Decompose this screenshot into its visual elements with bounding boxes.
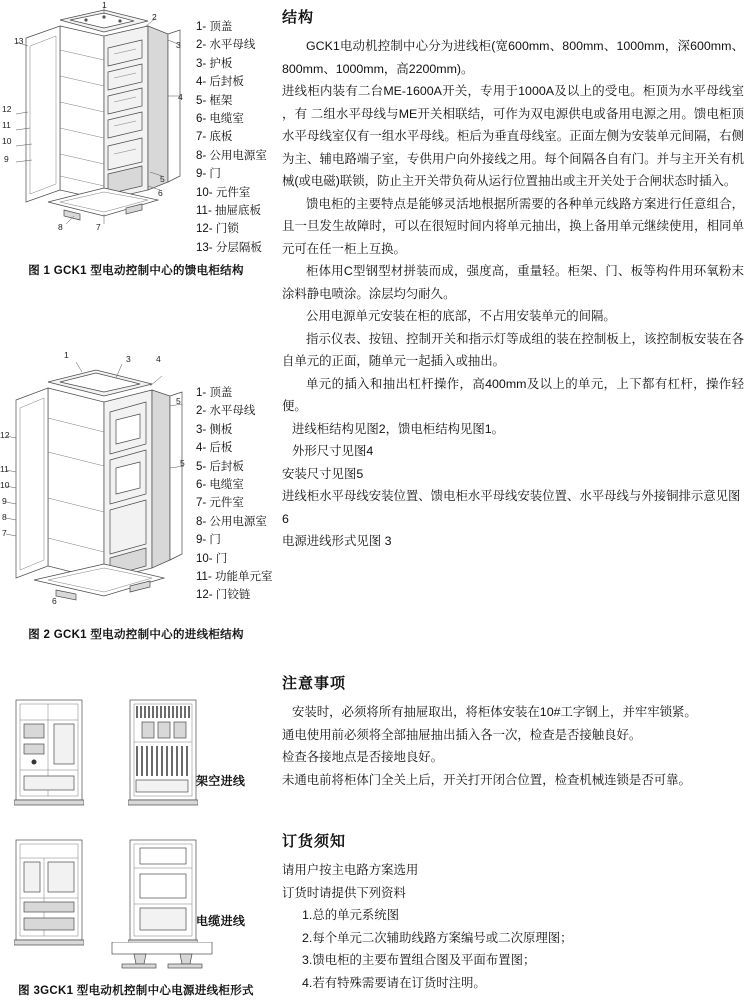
section-order <box>282 830 744 994</box>
figure-3-cabinet-a2 <box>128 698 198 808</box>
figure-1-callout: 2 <box>152 12 157 22</box>
structure-ref: 进线柜水平母线安装位置、馈电柜水平母线安装位置、水平母线与外接铜排示意见图6 <box>282 489 741 526</box>
figure-1-callout: 10 <box>2 136 12 146</box>
legend-item: 2- 水平母线 <box>196 39 256 52</box>
figure-2-callout: 8 <box>2 512 7 522</box>
section-order-title: 订货须知 <box>282 833 347 850</box>
figure-2-callout: 9 <box>2 496 7 506</box>
figure-2-callout: 5 <box>176 396 181 406</box>
notes-line: 未通电前将柜体门全关上后，开关打开闭合位置，检查机械连锁是否可靠。 <box>282 772 691 787</box>
legend-item: 13- 分层隔板 <box>196 241 262 254</box>
figure-2-callout: 12 <box>0 430 10 440</box>
figure-2-callout: 6 <box>52 596 57 606</box>
structure-ref: 电源进线形式见图 3 <box>282 534 392 548</box>
figure-1-callout: 9 <box>4 154 9 164</box>
figure-3-cabinet-b1 <box>14 838 84 948</box>
figure-1-drawing <box>8 4 188 254</box>
right-column <box>282 0 750 1002</box>
order-item: 3.馈电柜的主要布置组合图及平面布置图； <box>302 953 536 967</box>
structure-paragraph: 公用电源单元安装在柜的底部，不占用安装单元的间隔。 <box>306 309 616 323</box>
figure-3-cabinet-a1 <box>14 698 84 808</box>
figure-3-base <box>106 942 218 970</box>
figure-2-legend <box>196 384 272 605</box>
structure-paragraph: 柜体用C型钢型材拼装而成，强度高，重量轻。柜架、门、板等构件用环氧粉末涂料静电喷涂。涂层均匀耐久。 <box>282 264 744 301</box>
figure-1-callout: 8 <box>58 222 63 232</box>
figure-1-callout: 5 <box>160 174 165 184</box>
structure-paragraph: GCK1电动机控制中心分为进线柜(宽600mm、800mm、1000mm，深600mm、800mm、1000mm，高2200mm)。 <box>282 39 744 76</box>
legend-item: 11- 抽屉底板 <box>196 205 261 218</box>
figure-2-callout: 3 <box>126 354 131 364</box>
structure-ref: 安装尺寸见图5 <box>282 466 364 481</box>
legend-item: 4- 后板 <box>196 442 233 455</box>
order-item: 4.若有特殊需要请在订货时注明。 <box>302 975 486 990</box>
figure-3-cabinet-b2 <box>128 838 198 948</box>
legend-item: 10- 元件室 <box>196 186 251 199</box>
legend-item: 8- 公用电源室 <box>196 149 267 162</box>
order-item: 2.每个单元二次辅助线路方案编号或二次原理图； <box>302 930 573 945</box>
section-structure <box>282 6 744 553</box>
figure-1-callout: 7 <box>96 222 101 232</box>
order-line: 请用户按主电路方案选用 <box>282 863 419 877</box>
section-notes <box>282 672 744 791</box>
figure-2-callout: 5 <box>180 458 185 468</box>
legend-item: 4- 后封板 <box>196 76 244 89</box>
legend-item: 5- 框架 <box>196 94 233 107</box>
legend-item: 8- 公用电源室 <box>196 515 267 528</box>
figure-1-callout: 11 <box>2 120 11 130</box>
order-line: 订货时请提供下列资料 <box>282 885 406 900</box>
legend-item: 5- 后封板 <box>196 460 244 473</box>
section-notes-title: 注意事项 <box>282 675 347 692</box>
structure-paragraph: 进线柜内装有二台ME-1600A开关，专用于1000A及以上的受电。柜顶为水平母线室 ，有 二组水平母线与ME开关相联结，可作为双电源供电或备用电源之用。馈电柜顶水平母线室仅有一组水平母线。柜后为垂直母线室。正面左侧为安装单元间隔，右侧为主、辅电路端子室，专供用户向外接线之用。每个间隔各自有门。并与主开关有机械(或电磁)联锁，防止主开关带负荷从运行位置抽出或主开关处于合闸状态时插入。 <box>282 84 744 188</box>
figure-3-label-cable: 电缆进线 <box>196 914 246 928</box>
notes-line: 安装时，必须将所有抽屉取出，将柜体安装在10#工字钢上，并牢牢锁紧。 <box>292 705 697 719</box>
structure-ref: 进线柜结构见图2，馈电柜结构见图1。 <box>292 421 505 436</box>
structure-paragraph: 指示仪表、按钮、控制开关和指示灯等成组的装在控制板上，该控制板安装在各自单元的正面，随单元一起插入或抽出。 <box>282 331 744 368</box>
figure-1 <box>0 0 272 284</box>
figure-3-label-overhead: 架空进线 <box>196 774 246 788</box>
figure-2-callout: 11 <box>0 464 9 474</box>
figure-1-callout: 3 <box>176 40 181 50</box>
figure-1-legend <box>196 18 267 257</box>
figure-1-callout: 4 <box>178 92 183 102</box>
notes-line: 检查各接地点是否接地良好。 <box>282 750 444 764</box>
figure-2-drawing <box>4 348 189 618</box>
legend-item: 12- 门铰链 <box>196 589 251 602</box>
legend-item: 1- 顶盖 <box>196 21 233 33</box>
legend-item: 2- 水平母线 <box>196 405 256 418</box>
figure-2-callout: 10 <box>0 480 10 490</box>
figure-2 <box>0 348 272 648</box>
figure-1-caption: 图 1 GCK1 型电动控制中心的馈电柜结构 <box>28 265 244 277</box>
figure-2-callout: 4 <box>156 354 161 364</box>
legend-item: 12- 门锁 <box>196 223 239 236</box>
legend-item: 7- 元件室 <box>196 497 244 510</box>
legend-item: 11- 功能单元室 <box>196 571 273 584</box>
notes-line: 通电使用前必须将全部抽屉抽出插入各一次，检查是否接触良好。 <box>282 727 642 742</box>
legend-item: 6- 电缆室 <box>196 113 244 126</box>
legend-item: 6- 电缆室 <box>196 479 244 492</box>
legend-item: 1- 顶盖 <box>196 387 233 399</box>
structure-ref: 外形尺寸见图4 <box>292 444 374 458</box>
left-column <box>0 0 272 1002</box>
figure-1-callout: 13 <box>14 36 24 46</box>
figure-3 <box>0 690 272 1002</box>
legend-item: 3- 护板 <box>196 57 233 70</box>
order-item: 1.总的单元系统图 <box>302 908 400 922</box>
legend-item: 3- 侧板 <box>196 423 233 436</box>
figure-1-callout: 6 <box>158 188 163 198</box>
figure-2-caption: 图 2 GCK1 型电动控制中心的进线柜结构 <box>28 629 244 641</box>
structure-paragraph: 单元的插入和抽出杠杆操作，高400mm及以上的单元，上下都有杠杆，操作轻便。 <box>282 376 744 413</box>
legend-item: 7- 底板 <box>196 131 233 144</box>
figure-2-callout: 1 <box>64 350 69 360</box>
legend-item: 9- 门 <box>196 168 221 181</box>
legend-item: 9- 门 <box>196 534 221 547</box>
structure-paragraph: 馈电柜的主要特点是能够灵活地根据所需要的各种单元线路方案进行任意组合，且一旦发生故障时，可以在很短时间内将单元抽出，换上备用单元继续使用，相同单元可在任一柜上互换。 <box>282 196 744 256</box>
figure-1-callout: 1 <box>102 0 107 10</box>
figure-2-callout: 7 <box>2 528 7 538</box>
figure-3-caption: 图 3GCK1 型电动机控制中心电源进线柜形式 <box>18 985 254 997</box>
figure-1-callout: 12 <box>2 104 12 114</box>
legend-item: 10- 门 <box>196 552 228 565</box>
section-structure-title: 结构 <box>282 9 315 26</box>
